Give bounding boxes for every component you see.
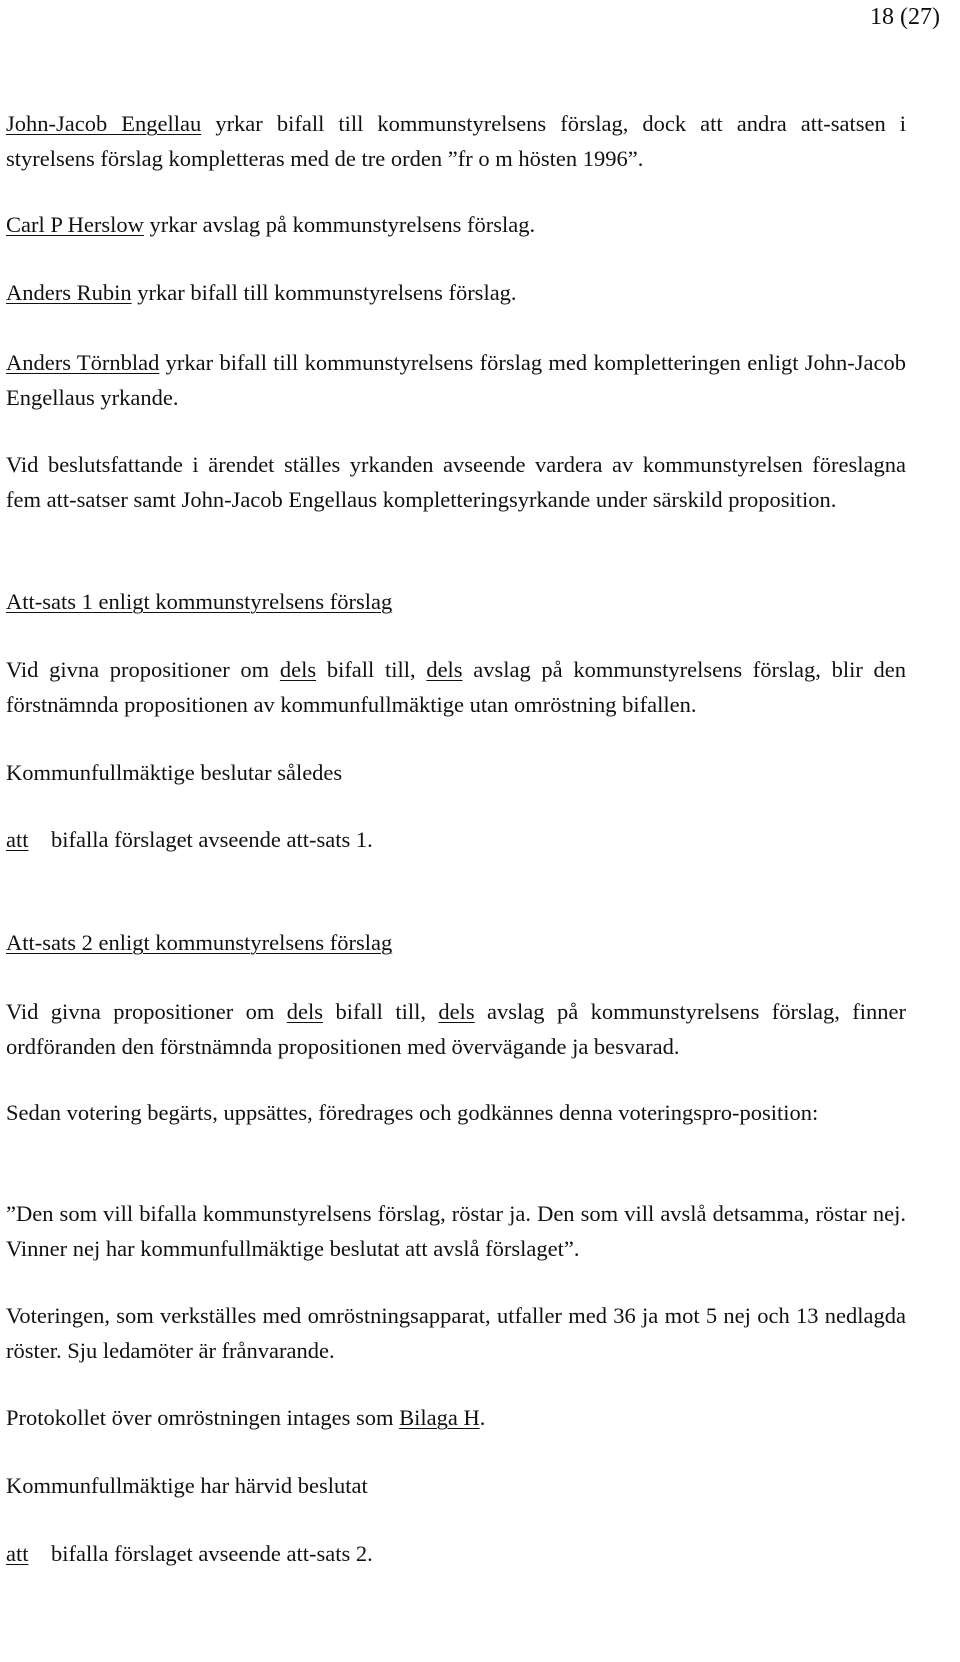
speaker-name: Carl P Herslow — [6, 212, 144, 237]
dels-word: dels — [286, 999, 324, 1024]
paragraph-tornblad — [6, 345, 906, 415]
section1-decides: Kommunfullmäktige beslutar således — [6, 760, 343, 785]
section2-vote-result: Voteringen, som verkställes med omröstningsapparat, utfaller med 36 ja mot 5 nej och 13 nedlagda röster. Sju ledamöter är frånvarande. — [6, 1303, 906, 1363]
page-number: 18 (27) — [870, 4, 940, 30]
paragraph-text: yrkar bifall till kommunstyrelsens förslag. — [131, 280, 517, 305]
section1-heading: Att-sats 1 enligt kommunstyrelsens förslag — [6, 589, 393, 614]
bilaga-link[interactable]: Bilaga H — [399, 1405, 480, 1430]
att-label: att — [6, 1541, 29, 1566]
dels-word: dels — [438, 999, 475, 1024]
att-text: bifalla förslaget avseende att-sats 1. — [51, 827, 373, 852]
section2-heading: Att-sats 2 enligt kommunstyrelsens förslag — [6, 930, 393, 955]
att-label: att — [6, 827, 29, 852]
protocol-end: . — [479, 1405, 486, 1430]
section1-proposition — [6, 652, 906, 722]
section2-decides: Kommunfullmäktige har härvid beslutat — [6, 1473, 368, 1498]
section2-proposition — [6, 994, 906, 1064]
paragraph-herslow — [6, 207, 906, 242]
paragraph-beslutsfattande: Vid beslutsfattande i ärendet ställes yrkanden avseende vardera av kommunstyrelsen föreslagna fem att-satser samt John-Jacob Engellaus kompletteringsyrkande under särskild proposition. — [6, 452, 906, 512]
text-run: avslag på kommunstyrelsens förslag, blir den förstnämnda propositionen av kommunfullmäktige utan omröstning bifallen. — [6, 657, 906, 717]
speaker-name: John-Jacob Engellau — [6, 111, 202, 136]
dels-word: dels — [426, 657, 463, 682]
text-run: bifall till, — [316, 657, 427, 682]
paragraph-text: yrkar bifall till kommunstyrelsens förslag, dock att andra att-satsen i styrelsens förslag kompletteras med de tre orden ”fr o m hösten 1996”. — [6, 111, 907, 171]
section2-protocol — [6, 1400, 906, 1435]
paragraph-text: yrkar bifall till kommunstyrelsens förslag med kompletteringen enligt John-Jacob Engellaus yrkande. — [6, 350, 907, 410]
text-run: Vid givna propositioner om — [6, 999, 287, 1024]
section1-att-clause — [6, 822, 906, 857]
text-run: Vid givna propositioner om — [6, 657, 280, 682]
protocol-text: Protokollet över omröstningen intages som — [6, 1405, 400, 1430]
paragraph-rubin — [6, 275, 906, 310]
speaker-name: Anders Rubin — [6, 280, 132, 305]
paragraph-text: yrkar avslag på kommunstyrelsens förslag. — [143, 212, 536, 237]
section2-att-clause — [6, 1536, 906, 1571]
dels-word: dels — [279, 657, 317, 682]
text-run: avslag på kommunstyrelsens förslag, finner ordföranden den förstnämnda propositionen med övervägande ja besvarad. — [6, 999, 906, 1059]
speaker-name: Anders Törnblad — [6, 350, 160, 375]
paragraph-engellau — [6, 106, 906, 176]
section2-vote-proposition: ”Den som vill bifalla kommunstyrelsens förslag, röstar ja. Den som vill avslå detsamma, röstar nej. Vinner nej har kommunfullmäktige beslutat att avslå förslaget”. — [6, 1201, 906, 1261]
att-text: bifalla förslaget avseende att-sats 2. — [51, 1541, 373, 1566]
text-run: bifall till, — [323, 999, 439, 1024]
section2-votering-request: Sedan votering begärts, uppsättes, föredrages och godkännes denna voteringspro-position: — [6, 1100, 819, 1125]
